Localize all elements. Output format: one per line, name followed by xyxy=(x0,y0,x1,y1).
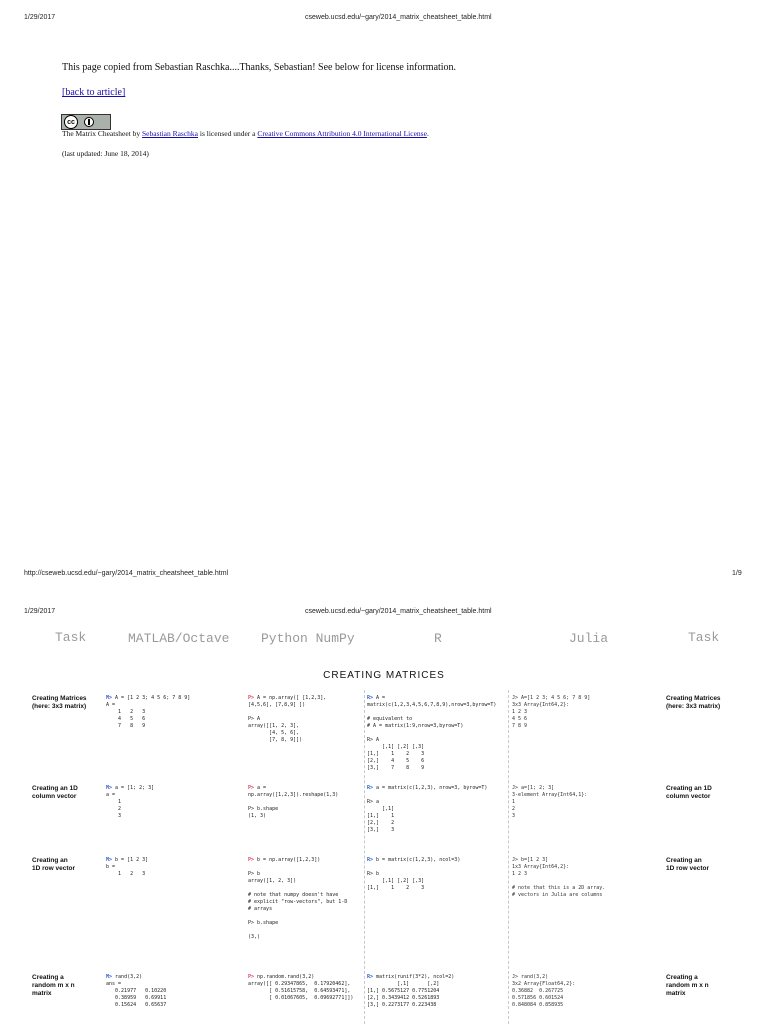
matlab-snippet: rand(3,2) ans = 0.21977 0.10220 0.38959 0.69911 0.15624 0.65637 xyxy=(106,974,167,1008)
matlab-prompt: M> xyxy=(106,695,113,701)
matlab-prompt: M> xyxy=(106,857,113,863)
python-code xyxy=(248,695,326,744)
python-code xyxy=(248,785,338,820)
r-snippet: b = matrix(c(1,2,3), ncol=3) R> b [,1] [,2] [,3] [1,] 1 2 3 xyxy=(367,857,461,891)
r-prompt: R> xyxy=(367,974,374,980)
column-header-r: R xyxy=(434,631,442,646)
task-label: Creating an 1D row vector xyxy=(32,857,75,872)
page1-header-url: cseweb.ucsd.edu/~gary/2014_matrix_cheatsheet_table.html xyxy=(305,14,492,21)
task-label: Creating a random m x n matrix xyxy=(32,974,75,997)
column-header-matlab: MATLAB/Octave xyxy=(128,631,230,646)
r-code xyxy=(367,785,487,834)
license-line xyxy=(62,129,429,138)
page1-page-number: 1/9 xyxy=(732,570,742,577)
column-header-julia: Julia xyxy=(569,631,609,646)
attribution-person-icon xyxy=(84,117,94,127)
python-snippet: np.random.rand(3,2) array([[ 0.29347865, 0.17920462], [ 0.51615758, 0.64593471], [ 0.01067605, 0.09692771]]) xyxy=(248,974,354,1001)
column-header-task: Task xyxy=(55,630,87,645)
task-label-right: Creating an 1D row vector xyxy=(666,857,709,872)
matlab-prompt: M> xyxy=(106,785,113,791)
python-code xyxy=(248,857,347,941)
cc-license-badge-icon[interactable] xyxy=(61,114,111,130)
python-snippet: b = np.array([1,2,3]) P> b array([1, 2, 3]) # note that numpy doesn't have # explicit "row-vectors", but 1-D # arrays P> b.shape (3,) xyxy=(248,857,348,940)
section-title: CREATING MATRICES xyxy=(323,670,445,681)
license-suffix: . xyxy=(426,129,429,138)
r-snippet: matrix(runif(3*2), ncol=2) [,1] [,2] [1,] 0.5675127 0.7751204 [2,] 0.3439412 0.5261893 [3,] 0.2273177 0.223438 xyxy=(367,974,455,1008)
julia-code: J> rand(3,2) 3x2 Array{Float64,2}: 0.36882 0.267725 0.571856 0.601524 0.848084 0.858935 xyxy=(512,974,576,1008)
column-divider xyxy=(508,690,509,1024)
python-snippet: a = np.array([1,2,3]).reshape(1,3) P> b.shape (1, 3) xyxy=(248,785,339,819)
column-header-task-right: Task xyxy=(688,630,720,645)
matlab-prompt: M> xyxy=(106,974,113,980)
cc-license-link[interactable]: Creative Commons Attribution 4.0 International License xyxy=(257,129,427,138)
julia-code: J> a=[1; 2; 3] 3-element Array{Int64,1}: 1 2 3 xyxy=(512,785,588,819)
license-prefix: The Matrix Cheatsheet by xyxy=(62,129,142,138)
julia-code: J> b=[1 2 3] 1x3 Array{Int64,2}: 1 2 3 # note that this is a 2D array. # vectors in Julia are columns xyxy=(512,857,606,898)
task-label: Creating an 1D column vector xyxy=(32,785,78,800)
column-divider xyxy=(364,690,365,1024)
r-code xyxy=(367,695,496,772)
matlab-snippet: A = [1 2 3; 4 5 6; 7 8 9] A = 1 2 3 4 5 6 7 8 9 xyxy=(106,695,191,729)
matlab-code xyxy=(106,695,190,730)
last-updated: (last updated: June 18, 2014) xyxy=(62,149,149,158)
author-link[interactable]: Sebastian Raschka xyxy=(141,129,199,138)
python-code xyxy=(248,974,353,1002)
matlab-snippet: b = [1 2 3] b = 1 2 3 xyxy=(106,857,149,877)
r-prompt: R> xyxy=(367,785,374,791)
column-header-python: Python NumPy xyxy=(261,631,355,646)
python-prompt: P> xyxy=(248,785,255,791)
cc-logo-icon: cc xyxy=(64,115,78,129)
page2-header-date: 1/29/2017 xyxy=(24,608,56,615)
r-code xyxy=(367,857,460,892)
python-prompt: P> xyxy=(248,695,255,701)
task-label-right: Creating a random m x n matrix xyxy=(666,974,709,997)
python-prompt: P> xyxy=(248,974,255,980)
r-snippet: a = matrix(c(1,2,3), nrow=3, byrow=T) R> a [,1] [1,] 1 [2,] 2 [3,] 3 xyxy=(367,785,488,833)
matlab-code xyxy=(106,785,154,820)
matlab-snippet: a = [1; 2; 3] a = 1 2 3 xyxy=(106,785,155,819)
r-prompt: R> xyxy=(367,695,374,701)
r-code xyxy=(367,974,454,1009)
back-to-article-link[interactable]: [back to article] xyxy=(62,87,126,98)
page1-footer-url: http://cseweb.ucsd.edu/~gary/2014_matrix_cheatsheet_table.html xyxy=(24,570,229,577)
python-snippet: A = np.array([ [1,2,3], [4,5,6], [7,8,9] ]) P> A array([[1, 2, 3], [4, 5, 6], [7, 8, 9]]) xyxy=(248,695,327,743)
license-mid: is licensed under a xyxy=(198,129,258,138)
matlab-code xyxy=(106,857,148,878)
matlab-code xyxy=(106,974,166,1009)
task-label: Creating Matrices (here: 3x3 matrix) xyxy=(32,695,87,710)
task-label-right: Creating Matrices (here: 3x3 matrix) xyxy=(666,695,721,710)
page2-header-url: cseweb.ucsd.edu/~gary/2014_matrix_cheatsheet_table.html xyxy=(305,608,492,615)
r-snippet: A = matrix(c(1,2,3,4,5,6,7,8,9),nrow=3,byrow=T) # equivalent to # A = matrix(1:9,nrow=3,byrow=T) R> A [,1] [,2] [,3] [1,] 1 2 3 [2,] 4 5 6 [3,] 7 8 9 xyxy=(367,695,497,771)
task-label-right: Creating an 1D column vector xyxy=(666,785,712,800)
page1-header-date: 1/29/2017 xyxy=(24,14,56,21)
r-prompt: R> xyxy=(367,857,374,863)
julia-code: J> A=[1 2 3; 4 5 6; 7 8 9] 3x3 Array{Int64,2}: 1 2 3 4 5 6 7 8 9 xyxy=(512,695,591,729)
python-prompt: P> xyxy=(248,857,255,863)
intro-text: This page copied from Sebastian Raschka....Thanks, Sebastian! See below for license information. xyxy=(62,62,457,73)
